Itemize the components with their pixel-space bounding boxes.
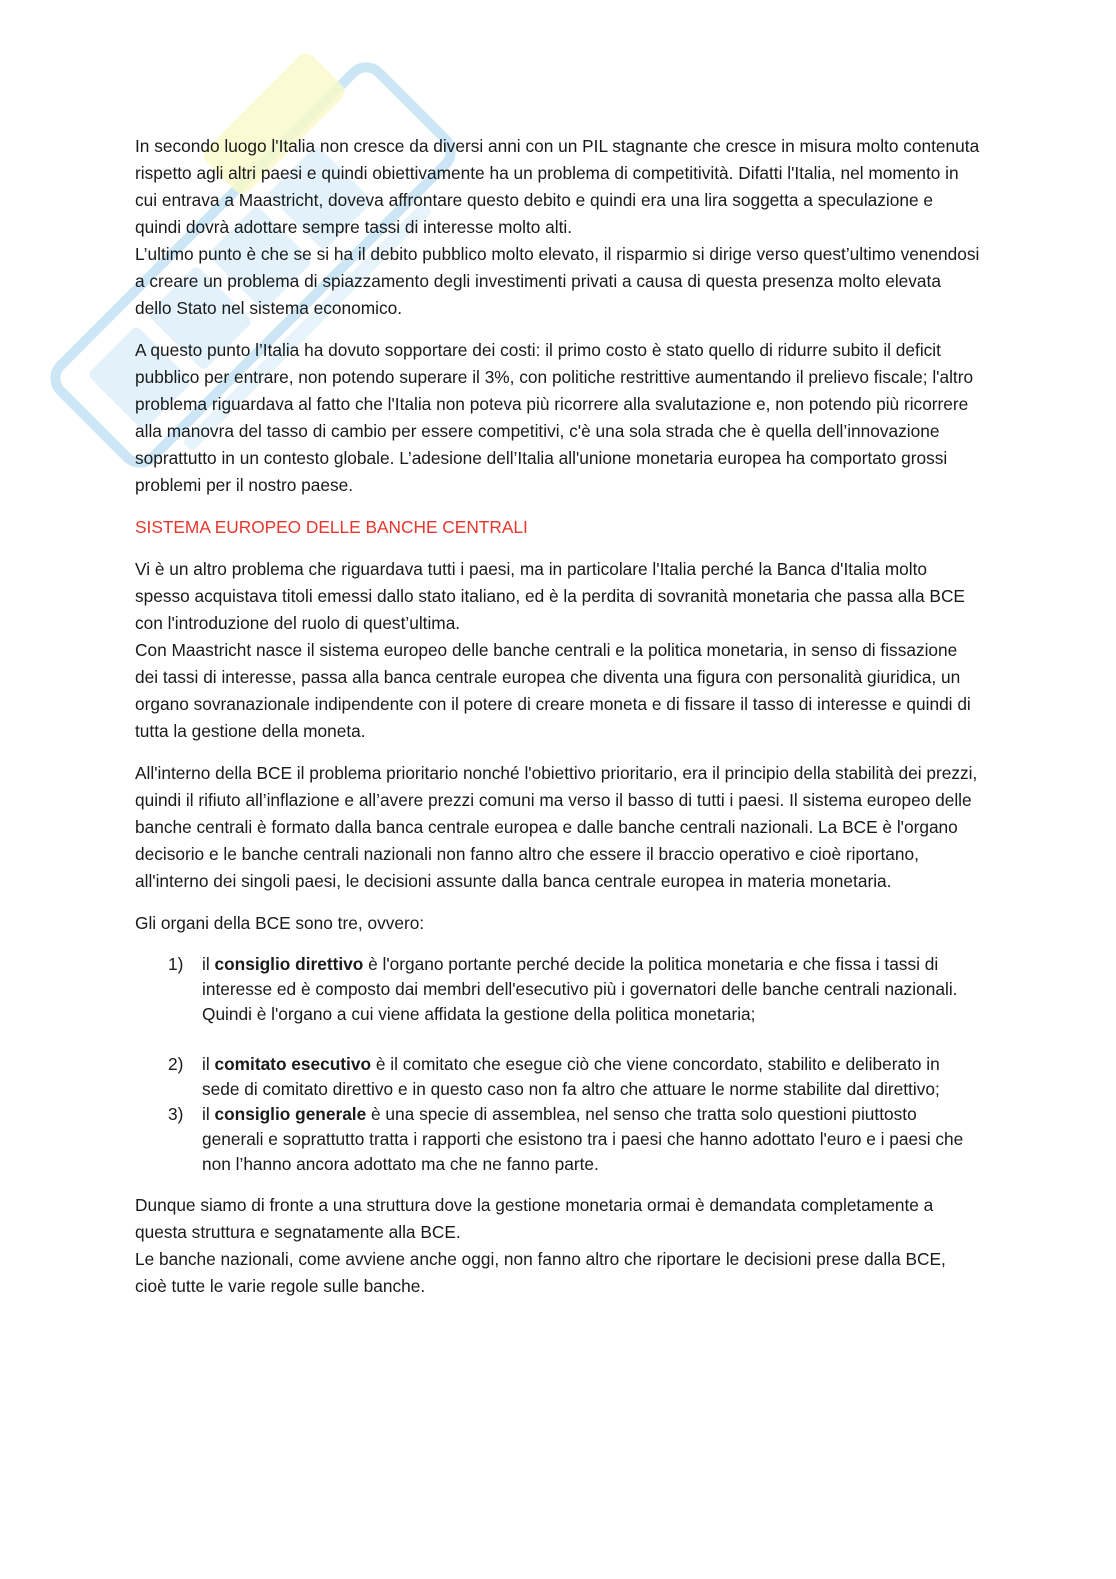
paragraph-text: In secondo luogo l'Italia non cresce da diversi anni con un PIL stagnante che cresce in misura molto contenuta rispetto agli altri paesi e quindi obiettivamente ha un problema di competitività. Difatti l'Italia, nel momento in cui entrava a Maastricht, doveva affrontare questo debito e quindi era una lira soggetta a speculazione e quindi dovrà adottare sempre tassi di interesse molto alti. [135, 136, 980, 237]
organi-list [135, 952, 980, 1177]
list-text: è una specie di assemblea, nel senso che tratta solo questioni piuttosto generali e soprattutto tratta i rapporti che esistono tra i paesi che hanno adottato l'euro e i paesi che non l’hanno ancora adottato ma che ne fanno parte. [202, 1104, 964, 1174]
paragraph-text: Con Maastricht nasce il sistema europeo delle banche centrali e la politica monetaria, in senso di fissazione dei tassi di interesse, passa alla banca centrale europea che diventa una figura con personalità giuridica, un organo sovranazionale indipendente con il potere di creare moneta e di fissare il tasso di interesse e quindi di tutta la gestione della moneta. [135, 640, 971, 741]
list-prefix: il [202, 954, 215, 974]
document-page [135, 133, 980, 1315]
list-number: 2) [168, 1054, 184, 1074]
paragraph-text: Dunque siamo di fronte a una struttura dove la gestione monetaria ormai è demandata completamente a questa struttura e segnatamente alla BCE. [135, 1195, 934, 1242]
paragraph-organi-intro: Gli organi della BCE sono tre, ovvero: [135, 913, 425, 933]
paragraph-bce-stabilita: All'interno della BCE il problema prioritario nonché l'obiettivo prioritario, era il principio della stabilità dei prezzi, quindi il rifiuto all’inflazione e all’avere prezzi comuni ma verso il basso di tutti i paesi. Il sistema europeo delle banche centrali è formato dalla banca centrale europea e dalle banche centrali nazionali. La BCE è l'organo decisorio e le banche centrali nazionali non fanno altro che essere il braccio operativo e cioè riportano, all'interno dei singoli paesi, le decisioni assunte dalla banca centrale europea in materia monetaria. [135, 763, 978, 891]
list-number: 3) [168, 1104, 184, 1124]
list-term: comitato esecutivo [214, 1054, 372, 1074]
list-term: consiglio direttivo [214, 954, 364, 974]
list-number: 1) [168, 954, 184, 974]
paragraph-competitivita [135, 133, 980, 322]
paragraph-sovranita [135, 556, 980, 745]
paragraph-costi: A questo punto l’Italia ha dovuto sopportare dei costi: il primo costo è stato quello di ridurre subito il deficit pubblico per entrare, non potendo superare il 3%, con politiche restrittive aumentando il prelievo fiscale; l'altro problema riguardava al fatto che l'Italia non poteva più ricorrere alla svalutazione e, non potendo più ricorrere alla manovra del tasso di cambio per essere competitivi, c'è una sola strada che è quella dell’innovazione soprattutto in un contesto globale. L’adesione dell’Italia all'unione monetaria europea ha comportato grossi problemi per il nostro paese. [135, 340, 974, 495]
list-term: consiglio generale [214, 1104, 367, 1124]
list-prefix: il [202, 1054, 215, 1074]
list-item [135, 952, 980, 1027]
list-text: è il comitato che esegue ciò che viene concordato, stabilito e deliberato in sede di comitato direttivo e in questo caso non fa altro che attuare le norme stabilite dal direttivo; [202, 1054, 940, 1099]
paragraph-text: Vi è un altro problema che riguardava tutti i paesi, ma in particolare l'Italia perché la Banca d'Italia molto spesso acquistava titoli emessi dallo stato italiano, ed è la perdita di sovranità monetaria che passa alla BCE con l'introduzione del ruolo di quest’ultima. [135, 559, 965, 633]
list-item [135, 1052, 980, 1102]
paragraph-text: L’ultimo punto è che se si ha il debito pubblico molto elevato, il risparmio si dirige verso quest’ultimo venendosi a creare un problema di spiazzamento degli investimenti privati a causa di questa presenza molto elevata dello Stato nel sistema economico. [135, 244, 980, 318]
paragraph-conclusione [135, 1192, 980, 1300]
list-text: è l'organo portante perché decide la politica monetaria e che fissa i tassi di interesse ed è composto dai membri dell'esecutivo più i governatori delle banche centrali nazionali. Quindi è l'organo a cui viene affidata la gestione della politica monetaria; [202, 954, 958, 1024]
list-prefix: il [202, 1104, 215, 1124]
section-heading: SISTEMA EUROPEO DELLE BANCHE CENTRALI [135, 517, 528, 537]
list-item [135, 1102, 980, 1177]
paragraph-text: Le banche nazionali, come avviene anche oggi, non fanno altro che riportare le decisioni prese dalla BCE, cioè tutte le varie regole sulle banche. [135, 1249, 946, 1296]
